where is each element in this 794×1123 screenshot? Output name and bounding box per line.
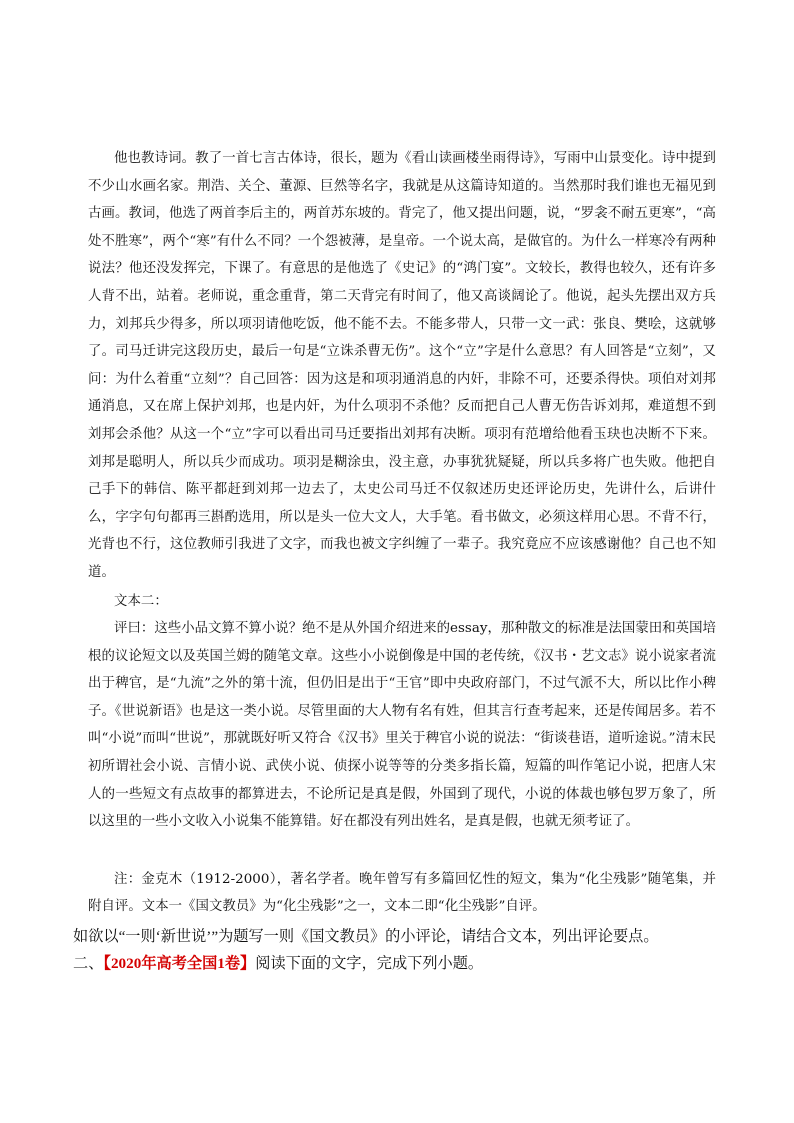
exam-source-tag: 【2020年高考全国1卷】 xyxy=(103,955,256,973)
section-instruction: 阅读下面的文字，完成下列小题。 xyxy=(255,955,484,973)
spacer xyxy=(88,836,716,866)
text1-paragraph: 他也教诗词。教了一首七言古体诗，很长，题为《看山读画楼坐雨得诗》，写雨中山景变化。诗中提到不少山水画名家。荆浩、关仝、董源、巨然等名字，我就是从这篇诗知道的。当然那时我们谁也无福见到古画。教词，他选了两首李后主的，两首苏东坡的。背完了，他又提出问题，说，“罗衾不耐五更寒”，“高处不胜寒”，两个“寒”有什么不同？一个怨被薄，是皇帝。一个说太高，是做官的。为什么一样寒冷有两种说法？他还没发挥完，下课了。有意思的是他选了《史记》的“鸿门宴”。文较长，教得也较久，还有许多人背不出，站着。老师说，重念重背，第二天背完有时间了，他又高谈阔论了。他说，起头先摆出双方兵力，刘邦兵少得多，所以项羽请他吃饭，他不能不去。不能多带人，只带一文一武：张良、樊哙，这就够了。司马迁讲完这段历史，最后一句是“立诛杀曹无伤”。这个“立”字是什么意思？有人回答是“立刻”，又问：为什么着重“立刻”？自己回答：因为这是和项羽通消息的内奸，非除不可，还要杀得快。项伯对刘邦通消息，又在席上保护刘邦，也是内奸，为什么项羽不杀他？反而把自己人曹无伤告诉刘邦，难道想不到刘邦会杀他？从这一个“立”字可以看出司马迁要指出刘邦有决断。项羽有范增给他看玉玦也决断不下来。刘邦是聪明人，所以兵少而成功。项羽是糊涂虫，没主意，办事犹犹疑疑，所以兵多将广也失败。他把自己手下的韩信、陈平都赶到刘邦一边去了，太史公司马迁不仅叙述历史还评论历史，先讲什么，后讲什么，字字句句都再三斟酌选用，所以是头一位大文人，大手笔。看书做文，必须这样用心思。不背不行，光背也不行，这位教师引我进了文字，而我也被文字纠缠了一辈子。我究竟应不应该感谢他？自己也不知道。 xyxy=(88,151,716,580)
document-page xyxy=(73,145,716,977)
question-text: 如欲以“一则‘新世说’”为题写一则《国文教员》的小评论，请结合文本，列出评论要点。 xyxy=(73,928,659,946)
section-number: 二、 xyxy=(73,955,104,973)
section-heading xyxy=(73,951,716,977)
author-note: 注：金克木（1912-2000），著名学者。晚年曾写有多篇回忆性的短文，集为“化尘残影”随笔集，并附自评。文本一《国文教员》为“化尘残影”之一，文本二即“化尘残影”自评。 xyxy=(88,871,716,915)
text2-label: 文本二： xyxy=(114,593,168,609)
text2-paragraph: 评曰：这些小品文算不算小说？绝不是从外国介绍进来的essay，那种散文的标准是法国蒙田和英国培根的议论短文以及英国兰姆的随笔文章。这些小小说倒像是中国的老传统，《汉书・艺文志》说小说家者流出于稗官，是“九流”之外的第十流，但仍旧是出于“王官”即中央政府部门，不过气派不大，所以比作小稗子。《世说新语》也是这一类小说。尽管里面的大人物有名有姓，但其言行查考起来，还是传闻居多。若不叫“小说”而叫“世说”，那就既好听又符合《汉书》里关于稗官小说的说法：“街谈巷语，道听途说。”清末民初所谓社会小说、言情小说、武侠小说、侦探小说等等的分类多指长篇，短篇的叫作笔记小说，把唐人宋人的一些短文有点故事的都算进去，不论所记是真是假，外国到了现代，小说的体裁也够包罗万象了，所以这里的一些小文收入小说集不能算错。好在都没有列出姓名，是真是假，也就无须考证了。 xyxy=(88,621,716,830)
